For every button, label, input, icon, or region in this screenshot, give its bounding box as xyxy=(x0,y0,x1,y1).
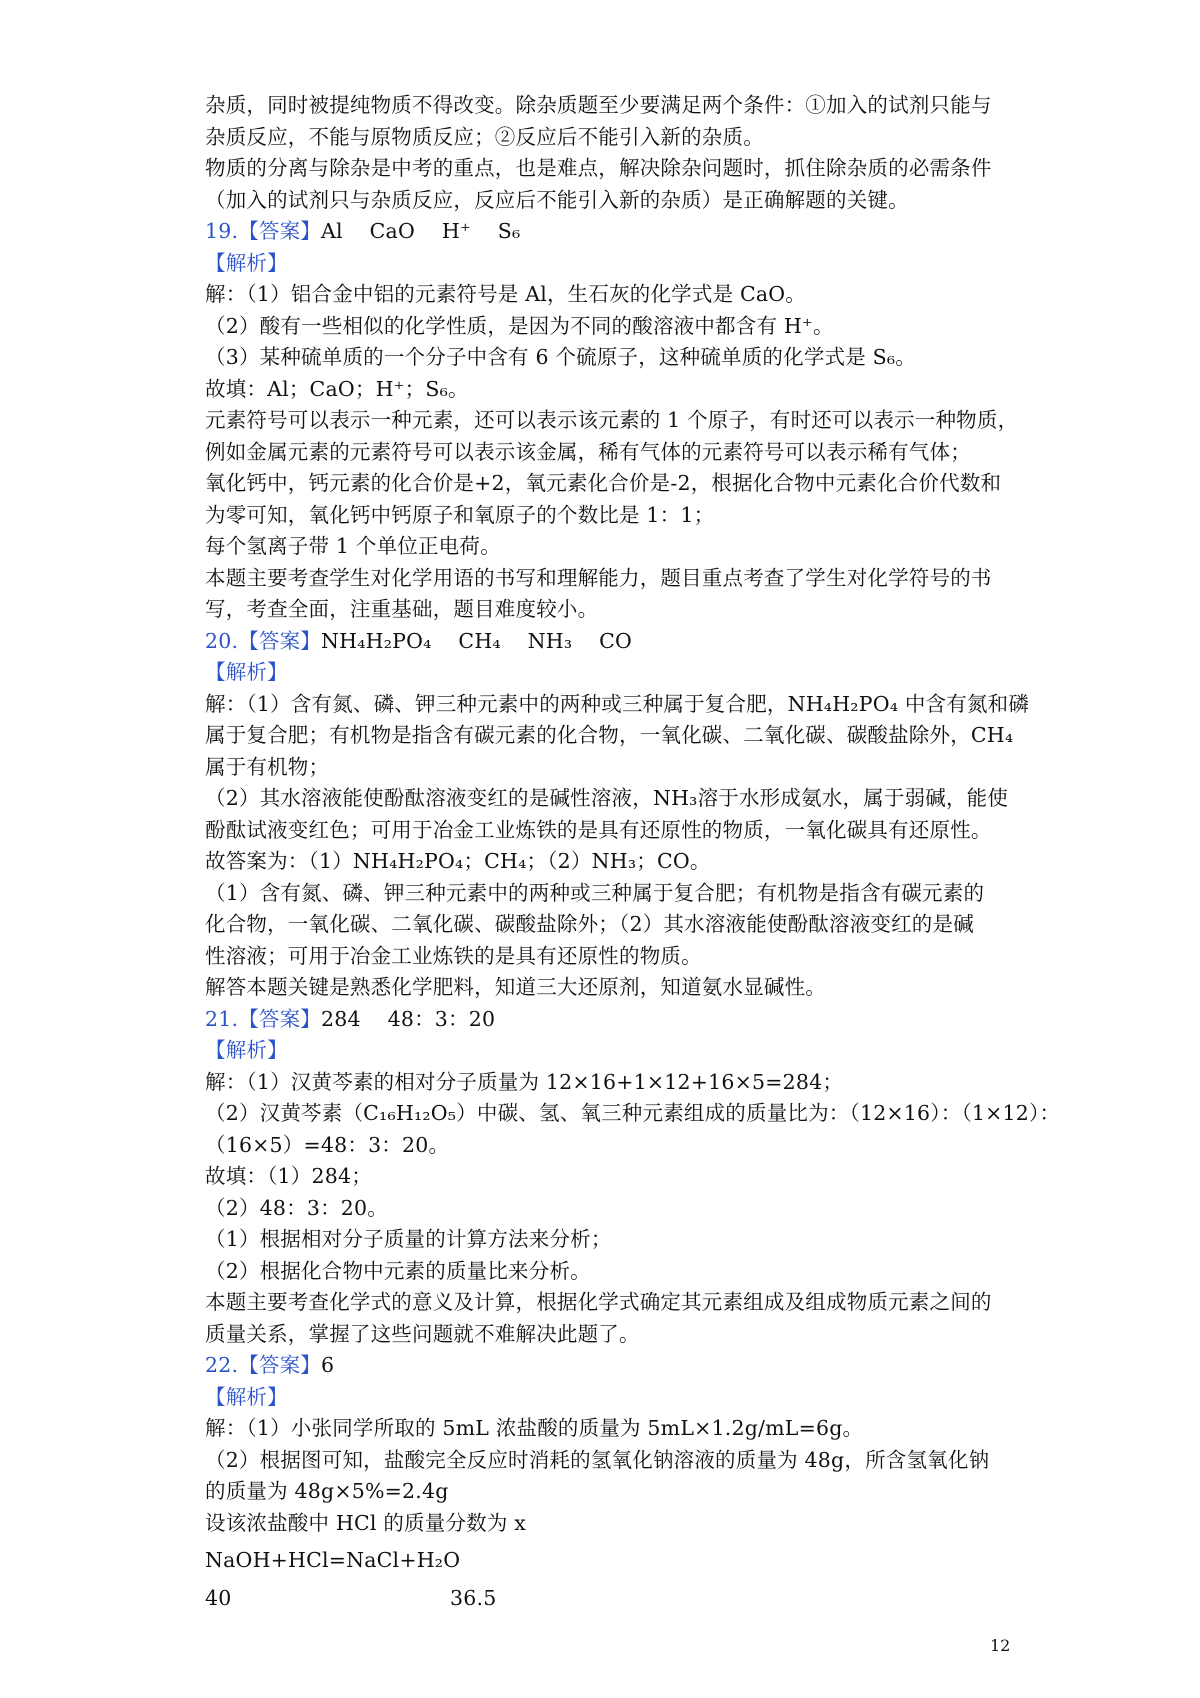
analysis-line: 氧化钙中，钙元素的化合价是+2，氧元素化合价是-2，根据化合物中元素化合价代数和 xyxy=(205,471,1002,495)
q20-answer xyxy=(205,626,1015,658)
analysis-line: 例如金属元素的元素符号可以表示该金属，稀有气体的元素符号可以表示稀有气体； xyxy=(205,439,971,464)
answer-label: 【答案】 xyxy=(238,628,322,653)
analysis-line: （2）酸有一些相似的化学性质，是因为不同的酸溶液中都含有 H⁺。 xyxy=(205,313,834,338)
q19-answer xyxy=(205,216,1015,248)
analysis-line: 解：（1）含有氮、磷、钾三种元素中的两种或三种属于复合肥，NH₄H₂PO₄ 中含有氮和磷 xyxy=(205,691,1030,716)
analysis-line: （3）某种硫单质的一个分子中含有 6 个硫原子，这种硫单质的化学式是 S₆。 xyxy=(205,345,916,369)
analysis-line: 化合物，一氧化碳、二氧化碳、碳酸盐除外；（2）其水溶液能使酚酞溶液变红的是碱 xyxy=(205,912,974,936)
chemical-equation: NaOH+HCl=NaCl+H₂O xyxy=(205,1548,461,1572)
molar-mass-row xyxy=(205,1583,1015,1615)
intro-line: 杂质，同时被提纯物质不得改变。除杂质题至少要满足两个条件：①加入的试剂只能与 xyxy=(205,93,992,117)
analysis-label: 【解析】 xyxy=(205,660,288,684)
analysis-line: 故答案为：（1）NH₄H₂PO₄；CH₄；（2）NH₃；CO。 xyxy=(205,849,711,873)
q22-analysis xyxy=(205,1413,1015,1614)
analysis-label: 【解析】 xyxy=(205,250,288,275)
analysis-line: 性溶液；可用于冶金工业炼铁的是具有还原性的物质。 xyxy=(205,943,702,968)
analysis-line: 解：（1）小张同学所取的 5mL 浓盐酸的质量为 5mL×1.2g/mL=6g。 xyxy=(205,1416,864,1440)
analysis-line: （1）根据相对分子质量的计算方法来分析； xyxy=(205,1227,612,1251)
q20-answer-text: NH₄H₂PO₄ CH₄ NH₃ CO xyxy=(321,628,633,653)
analysis-line: 故填：Al；CaO；H⁺；S₆。 xyxy=(205,376,469,401)
q21-number: 21. xyxy=(205,1006,239,1031)
analysis-line: 元素符号可以表示一种元素，还可以表示该元素的 1 个原子，有时还可以表示一种物质， xyxy=(205,408,1019,432)
analysis-line: （16×5）=48：3：20。 xyxy=(205,1132,450,1157)
analysis-label: 【解析】 xyxy=(205,1038,288,1062)
q21-analysis xyxy=(205,1067,1061,1351)
analysis-line: 属于有机物； xyxy=(205,754,330,779)
analysis-line: 为零可知，氧化钙中钙原子和氧原子的个数比是 1：1； xyxy=(205,502,715,527)
analysis-line: 本题主要考查学生对化学用语的书写和理解能力，题目重点考查了学生对化学符号的书 xyxy=(205,565,992,590)
intro-line: （加入的试剂只与杂质反应，反应后不能引入新的杂质）是正确解题的关键。 xyxy=(205,187,909,212)
analysis-line: 解：（1）汉黄芩素的相对分子质量为 12×16+1×12+16×5=284； xyxy=(205,1069,844,1094)
page-number: 12 xyxy=(990,1636,1011,1655)
analysis-line: 解：（1）铝合金中铝的元素符号是 Al，生石灰的化学式是 CaO。 xyxy=(205,282,806,306)
q22-number: 22. xyxy=(205,1353,239,1377)
analysis-line: 故填：（1）284； xyxy=(205,1164,372,1188)
q21-answer xyxy=(205,1004,1015,1036)
analysis-line: （2）汉黄芩素（C₁₆H₁₂O₅）中碳、氢、氧三种元素组成的质量比为：（12×16）：（1×12）： xyxy=(205,1101,1061,1125)
intro-line: 物质的分离与除杂是中考的重点，也是难点，解决除杂问题时，抓住除杂质的必需条件 xyxy=(205,156,992,180)
q19-answer-text: Al CaO H⁺ S₆ xyxy=(321,219,521,243)
q20-analysis xyxy=(205,689,1030,1004)
analysis-line: （2）根据化合物中元素的质量比来分析。 xyxy=(205,1258,591,1283)
molar-mass-hcl: 36.5 xyxy=(450,1585,497,1610)
analysis-line: 本题主要考查化学式的意义及计算，根据化学式确定其元素组成及组成物质元素之间的 xyxy=(205,1290,992,1314)
intro-line: 杂质反应，不能与原物质反应；②反应后不能引入新的杂质。 xyxy=(205,124,764,149)
molar-mass-naoh: 40 xyxy=(205,1585,232,1610)
analysis-line: 的质量为 48g×5%=2.4g xyxy=(205,1479,449,1503)
answer-label: 【答案】 xyxy=(238,1006,322,1031)
answer-label: 【答案】 xyxy=(238,1353,322,1377)
analysis-line: 酚酞试液变红色；可用于冶金工业炼铁的是具有还原性的物质，一氧化碳具有还原性。 xyxy=(205,817,992,842)
analysis-line: （2）根据图可知，盐酸完全反应时消耗的氢氧化钠溶液的质量为 48g，所含氢氧化钠 xyxy=(205,1447,990,1472)
document-page xyxy=(205,90,1061,1614)
q22-answer xyxy=(205,1350,1015,1382)
analysis-line: （2）其水溶液能使酚酞溶液变红的是碱性溶液，NH₃溶于水形成氨水，属于弱碱，能使 xyxy=(205,786,1009,810)
q20-number: 20. xyxy=(205,628,239,653)
q22-answer-text: 6 xyxy=(321,1353,335,1377)
analysis-line: 写，考查全面，注重基础，题目难度较小。 xyxy=(205,597,599,621)
analysis-label: 【解析】 xyxy=(205,1384,288,1409)
analysis-line: 属于复合肥；有机物是指含有碳元素的化合物，一氧化碳、二氧化碳、碳酸盐除外，CH₄ xyxy=(205,723,1014,747)
q19-analysis xyxy=(205,279,1019,626)
analysis-line: （1）含有氮、磷、钾三种元素中的两种或三种属于复合肥；有机物是指含有碳元素的 xyxy=(205,880,985,905)
analysis-line: （2）48：3：20。 xyxy=(205,1195,388,1220)
answer-label: 【答案】 xyxy=(238,219,322,243)
q19-number: 19. xyxy=(205,219,239,243)
analysis-line: 质量关系，掌握了这些问题就不难解决此题了。 xyxy=(205,1321,640,1346)
analysis-line: 设该浓盐酸中 HCl 的质量分数为 x xyxy=(205,1510,527,1535)
analysis-line: 解答本题关键是熟悉化学肥料，知道三大还原剂，知道氨水显碱性。 xyxy=(205,975,826,999)
analysis-line: 每个氢离子带 1 个单位正电荷。 xyxy=(205,534,501,558)
q21-answer-text: 284 48：3：20 xyxy=(321,1006,496,1031)
